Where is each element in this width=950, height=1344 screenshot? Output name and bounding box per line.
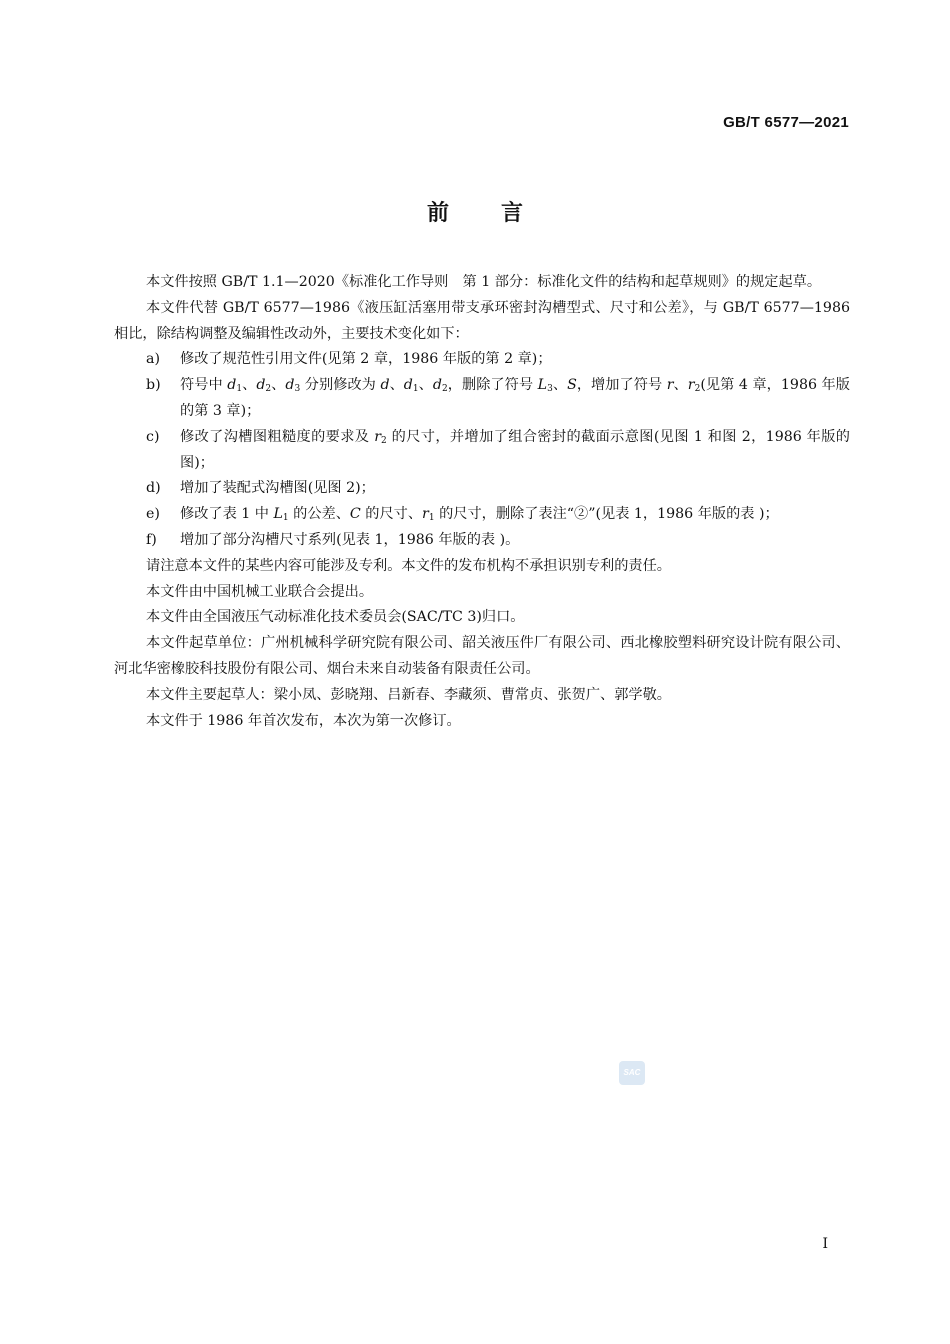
item-marker: a) [146, 351, 160, 368]
foreword-body [114, 270, 850, 734]
change-item-f [114, 528, 850, 554]
item-marker: b) [146, 377, 161, 394]
paragraph-drafting-units: 本文件起草单位：广州机械科学研究院有限公司、韶关液压件厂有限公司、西北橡胶塑料研究设计院有限公司、河北华密橡胶科技股份有限公司、烟台未来自动装备有限责任公司。 [114, 635, 850, 677]
paragraph-drafting-rules: 本文件按照 GB/T 1.1—2020《标准化工作导则 第 1 部分：标准化文件的结构和起草规则》的规定起草。 [146, 274, 822, 290]
change-item-c [114, 425, 850, 477]
item-marker: d) [146, 480, 161, 497]
paragraph-patent-notice: 请注意本文件的某些内容可能涉及专利。本文件的发布机构不承担识别专利的责任。 [146, 557, 671, 574]
change-item-d [114, 476, 850, 502]
item-marker: e) [146, 506, 160, 523]
item-text: 增加了部分沟槽尺寸系列(见表 1，1986 年版的表 )。 [180, 531, 520, 548]
paragraph-replacement: 本文件代替 GB/T 6577—1986《液压缸活塞用带支承环密封沟槽型式、尺寸和公差》，与 GB/T 6577—1986 相比，除结构调整及编辑性改动外，主要技术变化如下： [114, 299, 850, 342]
paragraph-drafters: 本文件主要起草人：梁小凤、彭晓翔、吕新春、李藏须、曹常贞、张贺广、郭学敬。 [146, 686, 671, 703]
sac-watermark-logo: SAC [619, 1061, 645, 1085]
page-number: I [822, 1236, 828, 1252]
change-item-e [114, 502, 850, 528]
paragraph-history: 本文件于 1986 年首次发布，本次为第一次修订。 [146, 712, 461, 729]
item-marker: f) [146, 531, 157, 548]
paragraph-committee: 本文件由全国液压气动标准化技术委员会(SAC/TC 3)归口。 [146, 609, 525, 626]
change-item-b [114, 373, 850, 425]
change-item-a [114, 347, 850, 373]
page-title [0, 196, 950, 227]
title-char-2: 言 [501, 201, 524, 226]
item-text: 修改了规范性引用文件(见第 2 章，1986 年版的第 2 章)； [180, 351, 552, 368]
title-char-1: 前 [426, 201, 449, 226]
item-text: 修改了沟槽图粗糙度的要求及 $r_2$ 的尺寸，并增加了组合密封的截面示意图(见图 1 和图 2，1986 年版的图)； [180, 428, 850, 471]
item-text: 符号中 $d_1$、$d_2$、$d_3$ 分别修改为 d、$d_1$、$d_2$，删除了符号 $L_3$、S，增加了符号 r、$r_2$(见第 4 章，1986 年版的第 3 章)； [180, 377, 850, 419]
item-text: 增加了装配式沟槽图(见图 2)； [180, 480, 375, 497]
paragraph-proposer: 本文件由中国机械工业联合会提出。 [146, 583, 374, 600]
item-marker: c) [146, 428, 160, 445]
standard-code: GB/T 6577—2021 [723, 114, 849, 131]
item-text: 修改了表 1 中 $L_1$ 的公差、C 的尺寸、$r_1$ 的尺寸，删除了表注“②”(见表 1，1986 年版的表 )； [180, 506, 779, 524]
